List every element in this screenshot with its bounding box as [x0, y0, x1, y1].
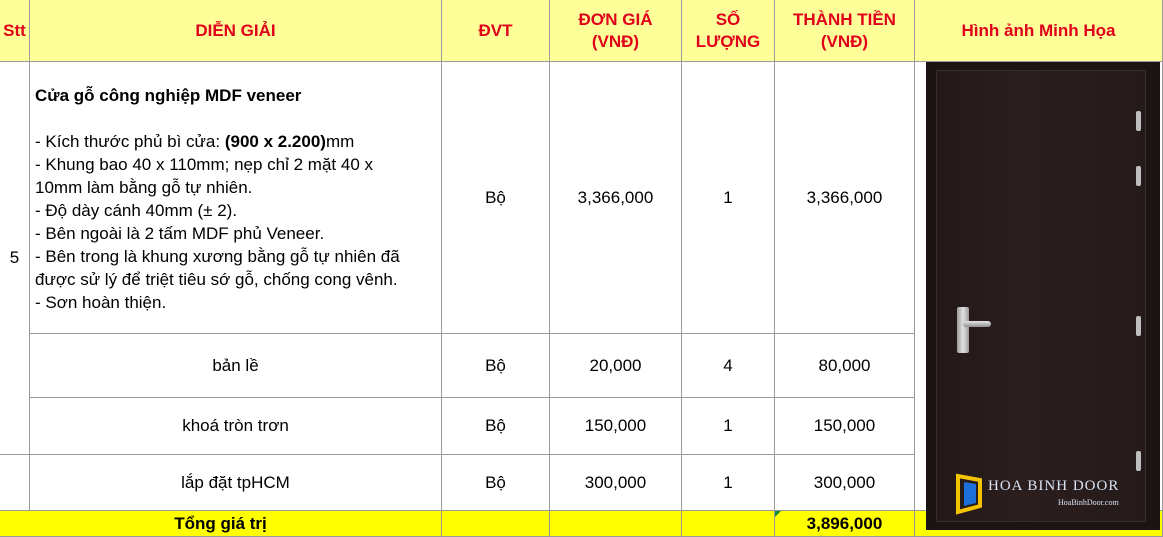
- cell-indicator-icon: [775, 511, 781, 517]
- product-size-bold: (900 x 2.200): [224, 132, 326, 151]
- row2-don-gia: [550, 334, 682, 398]
- row4-name: [30, 455, 442, 511]
- product-line: - Sơn hoàn thiện.: [35, 293, 167, 312]
- row1-don-gia: [550, 62, 682, 334]
- product-line: - Bên ngoài là 2 tấm MDF phủ Veneer.: [35, 224, 325, 243]
- row3-thanh-tien: [775, 398, 915, 455]
- row3-so-luong-value: 1: [723, 416, 733, 435]
- header-dien-giai: [30, 0, 442, 62]
- door-panel: [936, 70, 1146, 522]
- product-size-line: [35, 130, 435, 153]
- product-line: - Khung bao 40 x 110mm; nẹp chỉ 2 mặt 40 x 10mm làm bằng gỗ tự nhiên.: [35, 155, 373, 197]
- header-so-luong-label: SỐ LƯỢNG: [695, 9, 761, 51]
- row4-don-gia-value: 300,000: [584, 472, 647, 492]
- row4-thanh-tien-value: 300,000: [813, 472, 876, 492]
- row1-so-luong: [682, 62, 775, 334]
- row1-dvt-value: Bộ: [485, 187, 506, 207]
- row2-don-gia-value: 20,000: [589, 355, 642, 375]
- row4-so-luong-value: 1: [723, 472, 733, 492]
- row2-thanh-tien: [775, 334, 915, 398]
- header-thanh-tien: [775, 0, 915, 62]
- header-stt-label: Stt: [3, 20, 26, 40]
- row1-dvt: [442, 62, 550, 334]
- row2-dvt: [442, 334, 550, 398]
- hinge-icon: [1136, 166, 1141, 186]
- row2-dvt-value: Bộ: [485, 355, 506, 375]
- stt-cell: [0, 62, 30, 455]
- total-label-cell: [0, 511, 442, 537]
- product-line: - Độ dày cánh 40mm (± 2).: [35, 201, 238, 220]
- total-value-cell: [775, 511, 915, 537]
- row4-don-gia: [550, 455, 682, 511]
- row1-don-gia-value: 3,366,000: [577, 187, 654, 207]
- logo-subtext: HoaBinhDoor.com: [1058, 498, 1119, 507]
- row3-don-gia: [550, 398, 682, 455]
- header-hinh-anh: [915, 0, 1163, 62]
- row1-so-luong-value: 1: [723, 187, 733, 207]
- row2-thanh-tien-value: 80,000: [818, 355, 871, 375]
- header-don-gia: [550, 0, 682, 62]
- total-empty-dvt: [442, 511, 550, 537]
- hinge-icon: [1136, 451, 1141, 471]
- row4-dvt-value: Bộ: [485, 472, 506, 492]
- row2-so-luong-value: 4: [723, 355, 733, 375]
- row2-so-luong: [682, 334, 775, 398]
- header-dien-giai-label: DIỄN GIẢI: [195, 20, 276, 40]
- total-label: Tổng giá trị: [174, 513, 267, 533]
- total-empty-don-gia: [550, 511, 682, 537]
- row3-thanh-tien-value: 150,000: [813, 416, 876, 435]
- row4-thanh-tien: [775, 455, 915, 511]
- row3-name: [30, 398, 442, 455]
- hinge-icon: [1136, 111, 1141, 131]
- door-handle-plate: [957, 307, 969, 353]
- hoa-binh-door-logo: [954, 472, 1144, 516]
- header-thanh-tien-label: THÀNH TIỀN (VNĐ): [793, 9, 896, 51]
- header-hinh-anh-label: Hình ảnh Minh Họa: [961, 20, 1116, 40]
- stt-value: 5: [9, 248, 20, 267]
- product-title: Cửa gỗ công nghiệp MDF veneer: [35, 86, 302, 105]
- product-size-prefix: - Kích thước phủ bì cửa:: [35, 132, 225, 151]
- door-image: [926, 62, 1160, 530]
- row1-thanh-tien-value: 3,366,000: [806, 187, 883, 207]
- row2-name: [30, 334, 442, 398]
- hinge-icon: [1136, 316, 1141, 336]
- row2-name-value: bản lề: [212, 355, 259, 375]
- row3-name-value: khoá tròn trơn: [182, 416, 289, 435]
- row3-dvt-value: Bộ: [485, 416, 506, 435]
- row3-so-luong: [682, 398, 775, 455]
- product-line: - Bên trong là khung xương bằng gỗ tự nhiên đã được sử lý để triệt tiêu sớ gỗ, chống cong vênh.: [35, 247, 400, 289]
- total-value: 3,896,000: [806, 513, 883, 533]
- header-dvt-label: ĐVT: [478, 20, 513, 40]
- row4-so-luong: [682, 455, 775, 511]
- logo-icon: [954, 472, 988, 516]
- header-dvt: [442, 0, 550, 62]
- header-stt: [0, 0, 30, 62]
- row1-thanh-tien: [775, 62, 915, 334]
- logo-text: HOA BINH DOOR: [988, 478, 1120, 494]
- total-empty-so-luong: [682, 511, 775, 537]
- row3-dvt: [442, 398, 550, 455]
- door-handle-icon: [963, 321, 991, 327]
- stt-cell-empty: [0, 455, 30, 511]
- row4-name-value: lắp đặt tpHCM: [181, 472, 290, 492]
- product-description: [30, 62, 442, 334]
- row3-don-gia-value: 150,000: [584, 416, 647, 435]
- row4-dvt: [442, 455, 550, 511]
- product-size-suffix: mm: [325, 132, 355, 151]
- header-so-luong: [682, 0, 775, 62]
- header-don-gia-label: ĐƠN GIÁ (VNĐ): [578, 9, 653, 51]
